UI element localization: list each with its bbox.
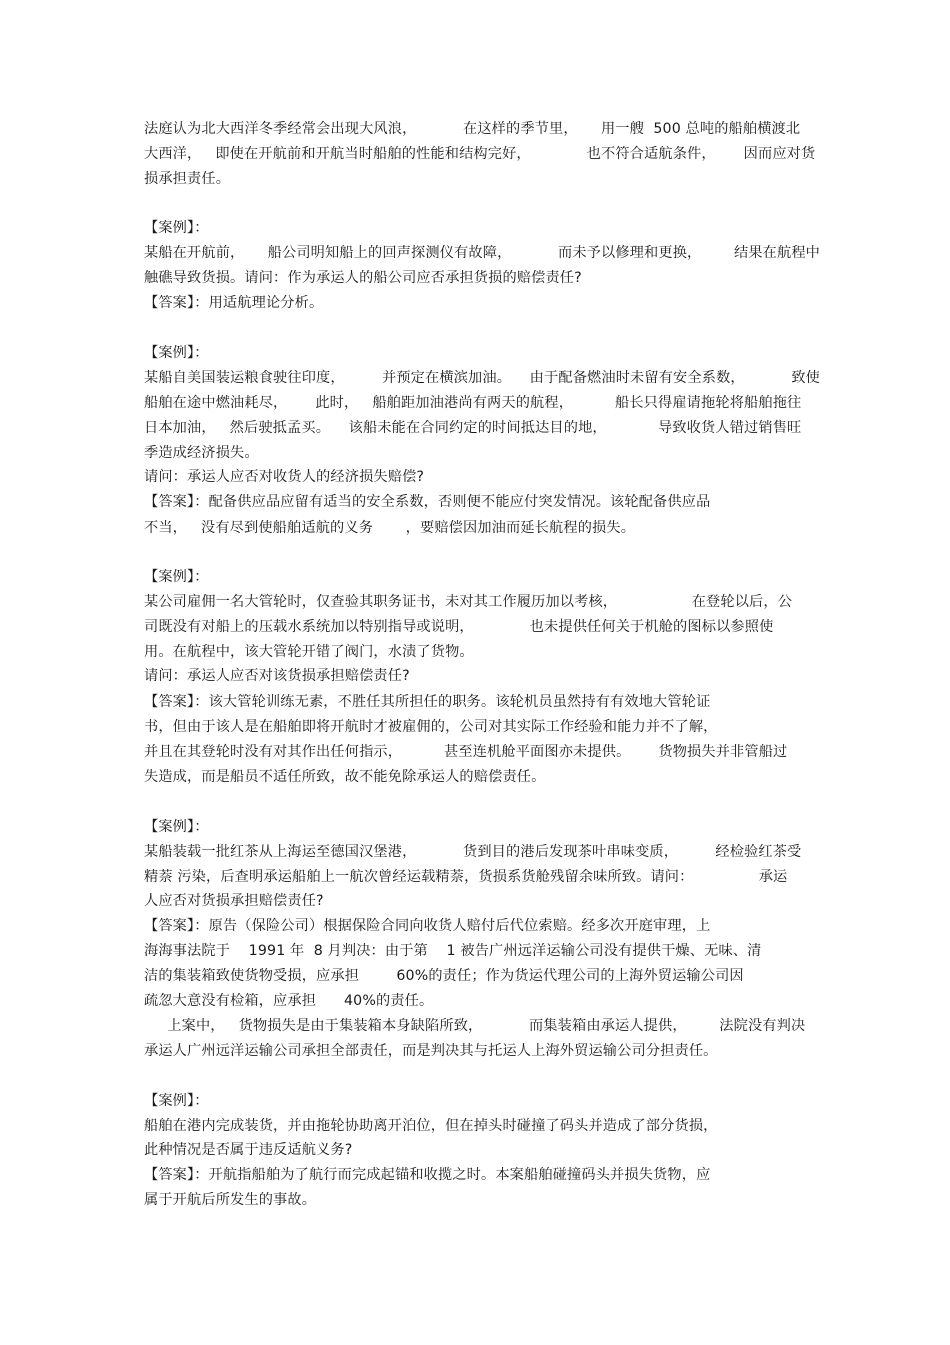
text-line: 季造成经济损失。 <box>144 445 259 461</box>
text-line: 大西洋， 即使在开航前和开航当时船舶的性能和结构完好， 也不符合适航条件， 因而应对货 <box>144 146 816 162</box>
text-line: 某船装载一批红茶从上海运至德国汉堡港， 货到目的港后发现茶叶串味变质， 经检验红茶受 <box>144 844 802 860</box>
text-line: 精萘 污染，后查明承运船舶上一航次曾经运载精萘，货损系货舱残留余味所致。请问： 承运 <box>144 869 788 885</box>
text-line: 某公司雇佣一名大管轮时，仅查验其职务证书，未对其工作履历加以考核， 在登轮以后，公 <box>144 594 793 610</box>
case-heading: 【案例】： <box>144 569 209 585</box>
text-line: 损承担责任。 <box>144 171 231 187</box>
case-heading: 【案例】： <box>144 819 209 835</box>
text-line: 上案中， 货物损失是由于集装箱本身缺陷所致， 而集装箱由承运人提供， 法院没有判决 <box>144 1018 806 1034</box>
text-line: 书，但由于该人是在船舶即将开航时才被雇佣的，公司对其实际工作经验和能力并不了解， <box>144 719 718 735</box>
answer-line: 【答案】：开航指船舶为了航行而完成起锚和收揽之时。本案船舶碰撞码头并损失货物，应 <box>144 1167 711 1183</box>
text-line: 洁的集装箱致使货物受损，应承担 60%的责任；作为货运代理公司的上海外贸运输公司因 <box>144 968 744 984</box>
question-line: 请问：承运人应否对该货损承担赔偿责任? <box>144 668 410 684</box>
text-line: 法庭认为北大西洋冬季经常会出现大风浪， 在这样的季节里， 用一艘 500 总吨的船舶横渡北 <box>144 121 801 137</box>
case-heading: 【案例】： <box>144 220 209 236</box>
text-line: 船舶在途中燃油耗尽， 此时， 船舶距加油港尚有两天的航程， 船长只得雇请拖轮将船舶拖往 <box>144 395 802 411</box>
answer-line: 【答案】：用适航理论分析。 <box>144 295 324 311</box>
answer-line: 【答案】：配备供应品应留有适当的安全系数，否则便不能应付突发情况。该轮配备供应品 <box>144 494 711 510</box>
answer-line: 【答案】：该大管轮训练无素，不胜任其所担任的职务。该轮机员虽然持有有效地大管轮证 <box>144 694 711 710</box>
text-line: 用。在航程中，该大管轮开错了阀门，水渍了货物。 <box>144 644 474 660</box>
text-line: 疏忽大意没有检箱，应承担 40%的责任。 <box>144 993 434 1009</box>
text-line: 失造成，而是船员不适任所致，故不能免除承运人的赔偿责任。 <box>144 769 546 785</box>
case-heading: 【案例】： <box>144 345 209 361</box>
question-line: 请问：承运人应否对收货人的经济损失赔偿? <box>144 469 425 485</box>
text-line: 日本加油， 然后驶抵孟买。 该船未能在合同约定的时间抵达目的地， 导致收货人错过销售旺 <box>144 420 802 436</box>
text-line: 触礁导致货损。请问：作为承运人的船公司应否承担货损的赔偿责任? <box>144 270 582 286</box>
question-line: 此种情况是否属于违反适航义务? <box>144 1142 353 1158</box>
text-line: 海海事法院于 1991 年 8 月判决：由于第 1 被告广州远洋运输公司没有提供干燥、无味、清 <box>144 943 762 959</box>
text-line: 司既没有对船上的压载水系统加以特别指导或说明， 也未提供任何关于机舱的图标以参照使 <box>144 619 774 635</box>
text-line: 某船自美国装运粮食驶往印度， 并预定在横滨加油。 由于配备燃油时未留有安全系数， 致使 <box>144 370 821 386</box>
text-line: 承运人广州远洋运输公司承担全部责任，而是判决其与托运人上海外贸运输公司分担责任。 <box>144 1043 718 1059</box>
text-line: 船舶在港内完成装货，并由拖轮协助离开泊位，但在掉头时碰撞了码头并造成了部分货损， <box>144 1118 718 1134</box>
answer-line: 【答案】：原告（保险公司）根据保险合同向收货人赔付后代位索赔。经多次开庭审理，上 <box>144 918 711 934</box>
text-line: 并且在其登轮时没有对其作出任何指示， 甚至连机舱平面图亦未提供。 货物损失并非管船过 <box>144 744 788 760</box>
text-line: 属于开航后所发生的事故。 <box>144 1192 317 1208</box>
text-line: 某船在开航前， 船公司明知船上的回声探测仪有故障， 而未予以修理和更换， 结果在航程中 <box>144 245 821 261</box>
text-line: 不当， 没有尽到使船舶适航的义务 ，要赔偿因加油而延长航程的损失。 <box>144 520 636 536</box>
text-line: 人应否对货损承担赔偿责任? <box>144 893 324 909</box>
case-heading: 【案例】： <box>144 1093 209 1109</box>
